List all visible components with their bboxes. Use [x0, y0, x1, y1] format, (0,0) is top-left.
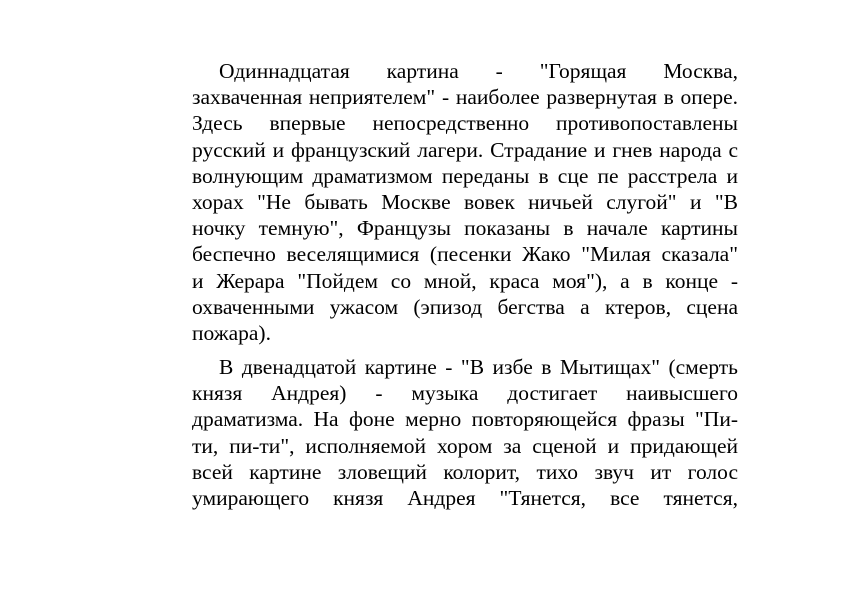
text-line: драматизма. На фоне мерно повторяющейся фразы "Пи-: [192, 407, 738, 432]
text-line: беспечно веселящимися (песенки Жако "Милая сказала": [192, 242, 738, 267]
text-line: ночку темную", Французы показаны в начале картины: [192, 216, 738, 241]
text-line: ти, пи-ти", исполняемой хором за сценой и придающей: [192, 433, 738, 458]
text-line: пожара).: [192, 320, 271, 345]
text-line: хорах "Не бывать Москве вовек ничьей слугой" и "В: [192, 189, 738, 214]
paragraph-gap: [192, 346, 738, 354]
paragraph-1: [192, 58, 738, 346]
text-line: всей картине зловещий колорит, тихо звуч ит голос: [192, 459, 738, 484]
text-line: умирающего князя Андрея "Тянется, все тянется,: [192, 486, 738, 510]
text-line: князя Андрея) - музыка достигает наивысшего: [192, 381, 738, 406]
text-line: и Жерара "Пойдем со мной, краса моя"), а в конце -: [192, 268, 738, 293]
text-line: В двенадцатой картине - "В избе в Мытищах" (смерть: [219, 355, 738, 380]
text-line: русский и французский лагери. Страдание и гнев народа с: [192, 137, 738, 162]
paragraph-2: [192, 354, 738, 511]
text-line: волнующим драматизмом переданы в сце пе расстрела и: [192, 163, 738, 188]
text-line: Здесь впервые непосредственно противопоставлены: [192, 111, 738, 136]
text-line: охваченными ужасом (эпизод бегства а ктеров, сцена: [192, 294, 738, 319]
text-line: Одиннадцатая картина - "Горящая Москва,: [219, 59, 738, 83]
text-line: захваченная неприятелем" - наиболее развернутая в опере.: [192, 85, 738, 110]
text-body: [192, 58, 738, 511]
